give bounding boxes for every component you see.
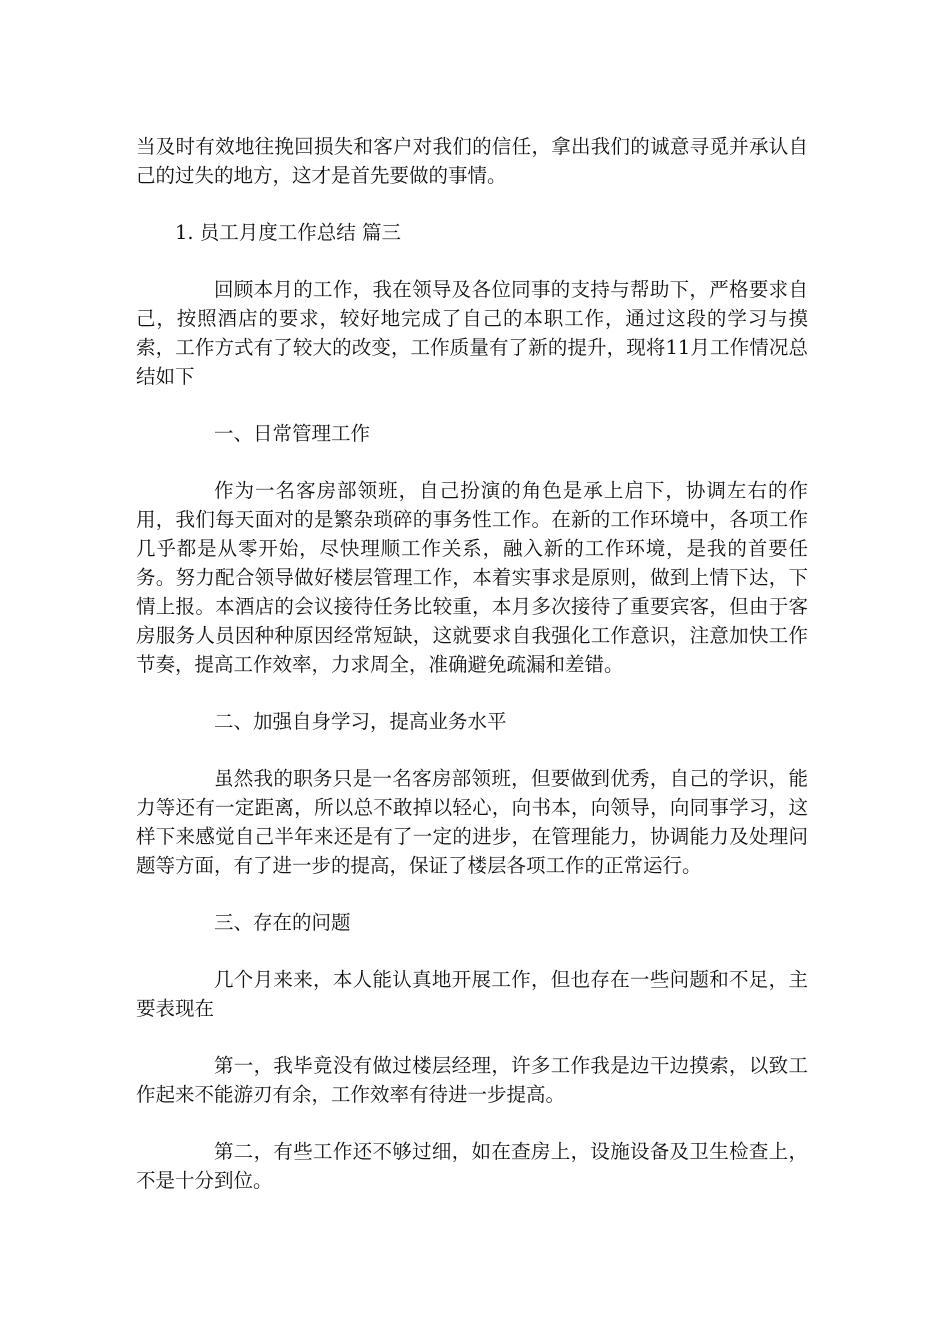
- problems-intro-paragraph: 几个月来来，本人能认真地开展工作，但也存在一些问题和不足，主要表现在: [136, 968, 808, 1020]
- section-title: 1. 员工月度工作总结 篇三: [175, 221, 402, 244]
- document-body: [136, 132, 808, 1223]
- continuation-paragraph: 当及时有效地往挽回损失和客户对我们的信任，拿出我们的诚意寻觅并承认自己的过失的地方，这才是首先要做的事情。: [136, 135, 808, 187]
- daily-management-paragraph: 作为一名客房部领班，自己扮演的角色是承上启下，协调左右的作用，我们每天面对的是繁杂琐碎的事务性工作。在新的工作环境中，各项工作几乎都是从零开始，尽快理顺工作关系，融入新的工作环境，是我的首要任务。努力配合领导做好楼层管理工作，本着实事求是原则，做到上情下达，下情上报。本酒店的会议接待任务比较重，本月多次接待了重要宾客，但由于客房服务人员因种种原因经常短缺，这就要求自我强化工作意识，注意加快工作节奏，提高工作效率，力求周全，准确避免疏漏和差错。: [136, 479, 808, 676]
- heading-self-study: 二、加强自身学习，提高业务水平: [214, 710, 507, 733]
- self-study-paragraph: 虽然我的职务只是一名客房部领班，但要做到优秀，自己的学识，能力等还有一定距离，所以总不敢掉以轻心，向书本，向领导，向同事学习，这样下来感觉自己半年来还是有了一定的进步，在管理能力，协调能力及处理问题等方面，有了进一步的提高，保证了楼层各项工作的正常运行。: [136, 767, 808, 877]
- review-paragraph: 回顾本月的工作，我在领导及各位同事的支持与帮助下，严格要求自己，按照酒店的要求，较好地完成了自己的本职工作，通过这段的学习与摸索，工作方式有了较大的改变，工作质量有了新的提升，现将11月工作情况总结如下: [136, 278, 808, 388]
- heading-problems: 三、存在的问题: [214, 911, 351, 934]
- heading-daily-management: 一、日常管理工作: [214, 422, 371, 445]
- problem-second-paragraph: 第二，有些工作还不够过细，如在查房上，设施设备及卫生检查上，不是十分到位。: [136, 1140, 808, 1192]
- problem-first-paragraph: 第一，我毕竟没有做过楼层经理，许多工作我是边干边摸索，以致工作起来不能游刃有余，工作效率有待进一步提高。: [136, 1054, 808, 1106]
